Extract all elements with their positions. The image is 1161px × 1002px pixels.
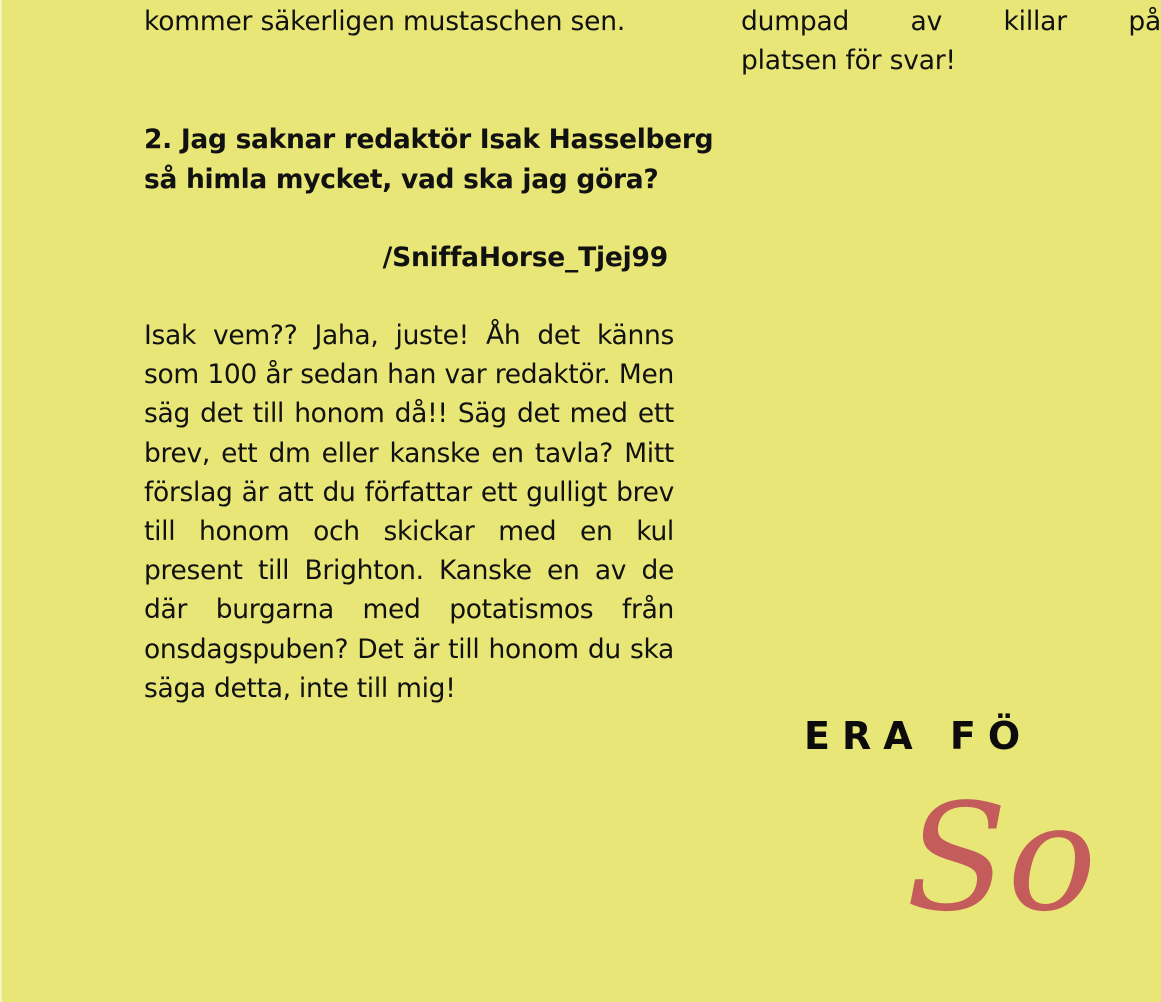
script-title: So [906,772,1097,944]
answer-line: säga detta, inte till mig! [144,672,456,704]
page-edge [0,0,2,1002]
right-column-text [741,2,1161,80]
reader-question [144,120,714,199]
section-heading: ERA FÖ [804,714,1033,758]
right-column-line: platsen för svar! [741,45,956,76]
answer-line: present till Brighton. Kanske en av de [144,555,674,587]
answer-line: onsdagspuben? Det är till honom du ska [144,633,674,665]
previous-answer-ending: kommer säkerligen mustaschen sen. [144,6,626,37]
answer-line: brev, ett dm eller kanske en tavla? Mitt [144,437,674,469]
answer-line: förslag är att du författar ett gulligt brev [144,476,674,508]
answer-line: till honom och skickar med en kul [144,516,674,548]
answer-line: säg det till honom då!! Säg det med ett [144,398,674,430]
question-line-1: 2. Jag saknar redaktör Isak Hasselberg [144,124,714,155]
question-line-2: så himla mycket, vad ska jag göra? [144,163,659,195]
answer-line: som 100 år sedan han var redaktör. Men [144,359,674,391]
answer-line: Isak vem?? Jaha, juste! Åh det känns [144,320,674,351]
answer-line: där burgarna med potatismos från [144,594,674,626]
question-signature: /SniffaHorse_Tjej99 [382,242,668,273]
answer-text [144,316,674,708]
right-column-line: dumpad av killar på [741,6,1161,37]
